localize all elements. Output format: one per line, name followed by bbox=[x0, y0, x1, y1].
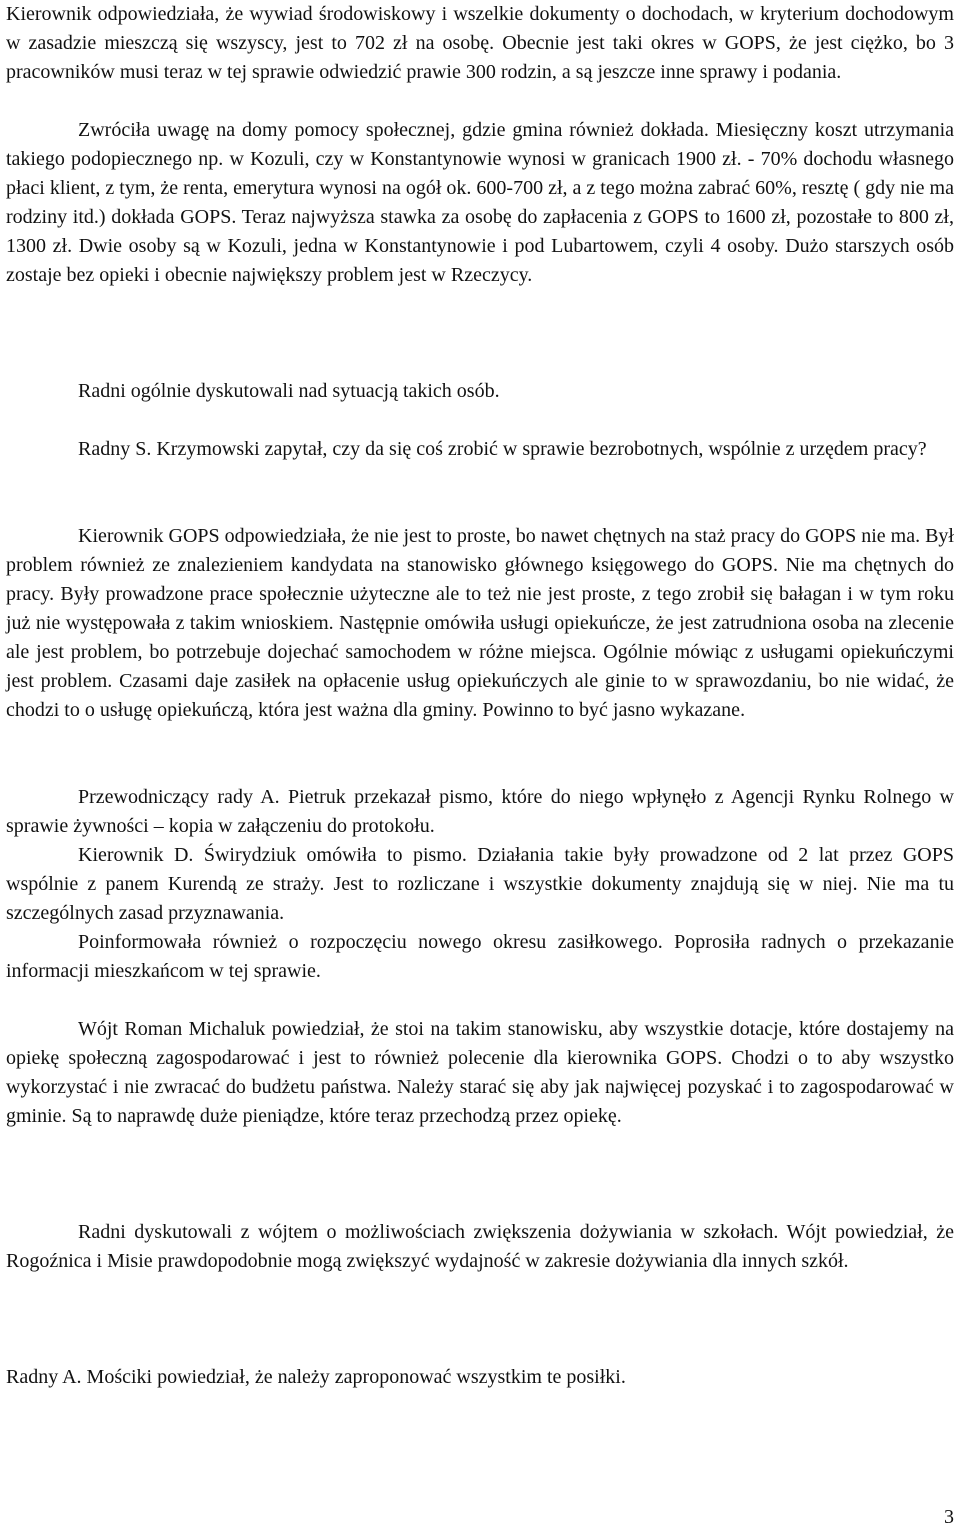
paragraph-new-benefit-period: Poinformowała również o rozpoczęciu nowego okresu zasiłkowego. Poprosiła radnych o przekazanie informacji mieszkańcom w tej sprawie. bbox=[6, 931, 954, 982]
page-number: 3 bbox=[944, 1506, 954, 1528]
paragraph-michaluk: Wójt Roman Michaluk powiedział, że stoi na takim stanowisku, aby wszystkie dotacje, które dostajemy na opiekę społeczną zagospodarować i jest to również polecenie dla kierownika GOPS. Chodzi o to aby wszystko wykorzystać i nie zwracać do budżetu państwa. Należy starać się aby jak najwięcej pozyskać i to zagospodarować w gminie. Są to naprawdę duże pieniądze, które teraz przechodzą przez opiekę. bbox=[6, 1018, 954, 1127]
paragraph-moscicki: Radny A. Mościki powiedział, że należy zaproponować wszystkim te posiłki. bbox=[6, 1366, 626, 1388]
paragraph-swirydziuk: Kierownik D. Świrydziuk omówiła to pismo. Działania takie były prowadzone od 2 lat przez GOPS wspólnie z panem Kurendą ze straży. Jest to rozliczane i wszystkie dokumenty znajdują się w niej. Nie ma tu szczególnych zasad przyznawania. bbox=[6, 844, 954, 924]
paragraph-krzymowski-question: Radny S. Krzymowski zapytał, czy da się coś zrobić w sprawie bezrobotnych, wspólnie z urzędem pracy? bbox=[78, 438, 927, 460]
paragraph-care-homes: Zwróciła uwagę na domy pomocy społecznej, gdzie gmina również dokłada. Miesięczny koszt utrzymania takiego podopiecznego np. w Kozuli, czy w Konstantynowie wynosi w granicach 1900 zł. - 70% dochodu własnego płaci klient, z tym, że renta, emerytura wynosi na ogół ok. 600-700 zł, a z tego można zabrać 60%, resztę ( gdy nie ma rodziny itd.) dokłada GOPS. Teraz najwyższa stawka za osobę do zapłacenia z GOPS to 1600 zł, pozostałe to 800 zł, 1300 zł. Dwie osoby są w Kozuli, jedna w Konstantynowie i pod Lubartowem, czyli 4 osoby. Dużo starszych osób zostaje bez opieki i obecnie największy problem jest w Rzeczycy. bbox=[6, 119, 954, 286]
paragraph-gops-answer: Kierownik GOPS odpowiedziała, że nie jest to proste, bo nawet chętnych na staż pracy do GOPS nie ma. Był problem również ze znalezieniem kandydata na stanowisko głównego księgowego do GOPS. Nie ma chętnych do pracy. Były prowadzone prace społecznie użyteczne ale to też nie jest proste, z tego zrobił się bałagan i w tym roku już nie występowała z takim wnioskiem. Następnie omówiła usługi opiekuńcze, że jest zatrudniona osoba na zlecenie ale jest problem, bo potrzebuje dojechać samochodem w różne miejsca. Ogólnie mówiąc z usługami opiekuńczymi jest problem. Czasami daje zasiłek na opłacenie usług opiekuńczych ale ginie to w sprawozdaniu, bo nie widać, że chodzi to o usługę opiekuńczą, która jest ważna dla gminy. Powinno to być jasno wykazane. bbox=[6, 525, 954, 721]
paragraph-pietruk-letter: Przewodniczący rady A. Pietruk przekazał pismo, które do niego wpłynęło z Agencji Rynku Rolnego w sprawie żywności – kopia w załączeniu do protokołu. bbox=[6, 786, 954, 837]
paragraph-school-meals: Radni dyskutowali z wójtem o możliwościach zwiększenia dożywiania w szkołach. Wójt powiedział, że Rogoźnica i Misie prawdopodobnie mogą zwiększyć wydajność w zakresie dożywiania dla innych szkół. bbox=[6, 1221, 954, 1272]
paragraph-gops-interview: Kierownik odpowiedziała, że wywiad środowiskowy i wszelkie dokumenty o dochodach, w kryterium dochodowym w zasadzie mieszczą się wszyscy, jest to 702 zł na osobę. Obecnie jest taki okres w GOPS, że jest ciężko, bo 3 pracowników musi teraz w tej sprawie odwiedzić prawie 300 rodzin, a są jeszcze inne sprawy i podania. bbox=[6, 3, 954, 83]
paragraph-council-discussion: Radni ogólnie dyskutowali nad sytuacją takich osób. bbox=[78, 380, 500, 402]
